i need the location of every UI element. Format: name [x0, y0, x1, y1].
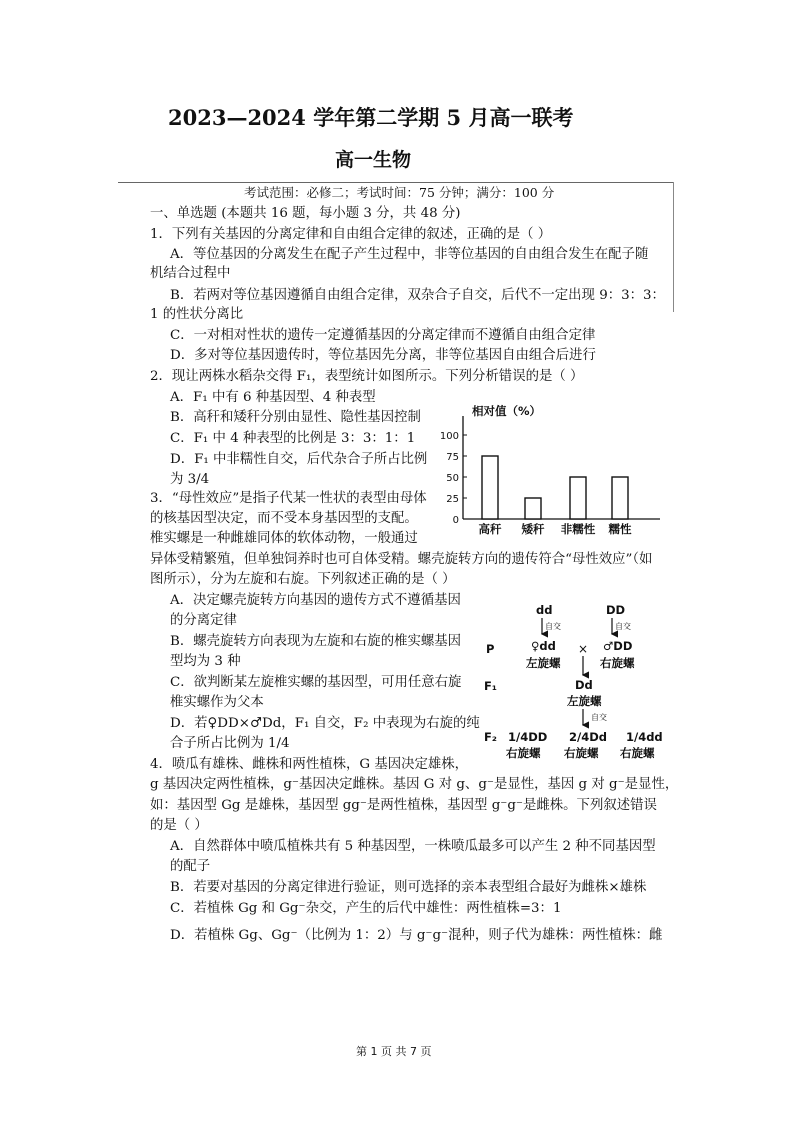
- exam-info: 考试范围：必修二；考试时间：75 分钟；满分：100 分: [244, 185, 555, 200]
- diag-label-f2: F₂: [484, 730, 497, 744]
- diag-f2-dd-het: 2/4Dd: [569, 730, 607, 744]
- q2-stem: 2．现让两株水稻杂交得 F₁，表型统计如图所示。下列分析错误的是（ ）: [150, 369, 584, 384]
- diag-selfing-1: 自交: [545, 622, 561, 631]
- chart-category-label: 糯性: [608, 522, 632, 536]
- q2-option-a: A．F₁ 中有 6 种基因型、4 种表型: [170, 390, 376, 405]
- phenotype-bar-chart: [438, 398, 668, 540]
- q1-option-a-cont: 机结合过程中: [150, 266, 231, 281]
- q3-line2: 的核基因型决定，而不受本身基因型的支配。: [150, 511, 418, 526]
- q3-line4: 异体受精繁殖，但单独饲养时也可自体受精。螺壳旋转方向的遗传符合“母性效应”（如: [150, 552, 653, 567]
- q1-stem: 1．下列有关基因的分离定律和自由组合定律的叙述，正确的是（ ）: [150, 227, 552, 242]
- snail-cross-diagram: [476, 598, 676, 764]
- chart-category-label: 高秆: [478, 522, 502, 536]
- diag-f1-genotype: Dd: [575, 678, 593, 692]
- diag-selfing-3: 自交: [591, 713, 607, 722]
- diag-f2-pheno-2: 右旋螺: [564, 746, 599, 760]
- q4-option-c: C．若植株 Gg 和 Gg⁻杂交，产生的后代中雄性：两性植株=3：1: [170, 901, 562, 916]
- q3-option-d: D．若♀DD×♂Dd，F₁ 自交，F₂ 中表现为右旋的纯: [170, 716, 480, 731]
- q3-option-b-cont: 型均为 3 种: [170, 654, 241, 669]
- q3-line5: 图所示），分为左旋和右旋。下列叙述正确的是（ ）: [150, 572, 456, 587]
- q1-option-b-cont: 1 的性状分离比: [150, 307, 244, 322]
- diag-left-pheno: 左旋螺: [526, 656, 561, 670]
- q4-line2: g 基因决定两性植株，g⁻基因决定雌株。基因 G 对 g、g⁻是显性，基因 g 对 g⁻是显性，: [150, 777, 679, 792]
- q3-option-d-cont: 合子所占比例为 1/4: [170, 736, 290, 751]
- diag-f2-pheno-1: 右旋螺: [506, 746, 541, 760]
- chart-bar-1: [482, 456, 498, 519]
- chart-ylabel: 相对值（%）: [472, 404, 542, 418]
- chart-ytick-label: 25: [446, 494, 459, 505]
- diag-male-DD: ♂DD: [603, 639, 633, 653]
- q2-option-d: D．F₁ 中非糯性自交，后代杂合子所占比例: [170, 452, 428, 467]
- q4-option-a-cont: 的配子: [170, 859, 211, 874]
- margin-line: [673, 182, 674, 312]
- q2-option-d-cont: 为 3/4: [170, 472, 210, 487]
- page-number: 第 1 页 共 7 页: [356, 1045, 432, 1058]
- diag-f2-dd: 1/4DD: [508, 730, 548, 744]
- chart-category-label: 矮秆: [521, 522, 545, 536]
- diag-DD-parent: DD: [606, 603, 626, 617]
- q3-option-a: A．决定螺壳旋转方向基因的遗传方式不遵循基因: [170, 593, 461, 608]
- chart-ytick-label: 100: [439, 431, 459, 442]
- diag-label-f1: F₁: [484, 679, 497, 693]
- q3-line3: 椎实螺是一种雌雄同体的软体动物，一般通过: [150, 531, 418, 546]
- q1-option-c: C．一对相对性状的遗传一定遵循基因的分离定律而不遵循自由组合定律: [170, 328, 596, 343]
- diag-cross-symbol: ×: [578, 642, 589, 656]
- q2-option-c: C．F₁ 中 4 种表型的比例是 3：3：1：1: [170, 431, 416, 446]
- q4-line3: 如：基因型 Gg 是雄株，基因型 gg⁻是两性植株，基因型 g⁻g⁻是雌株。下列叙述错误: [150, 798, 657, 813]
- q4-line1: 4．喷瓜有雄株、雌株和两性植株，G 基因决定雄株，: [150, 757, 469, 772]
- diag-female-dd: ♀dd: [531, 639, 556, 653]
- q3-line1: 3．“母性效应”是指子代某一性状的表型由母体: [150, 491, 427, 506]
- diag-f2-dd-rec: 1/4dd: [626, 730, 663, 744]
- chart-category-label: 非糯性: [560, 522, 596, 536]
- chart-bar-4: [612, 477, 628, 519]
- q1-option-a: A．等位基因的分离发生在配子产生过程中，非等位基因的自由组合发生在配子随: [170, 247, 649, 262]
- exam-title: 2023—2024 学年第二学期 5 月高一联考: [168, 105, 574, 130]
- q4-option-d: D．若植株 Gg、Gg⁻（比例为 1：2）与 g⁻g⁻混种，则子代为雄株：两性植株：雌: [170, 928, 663, 943]
- q3-option-c: C．欲判断某左旋椎实螺的基因型，可用任意右旋: [170, 675, 462, 690]
- q3-option-c-cont: 椎实螺作为父本: [170, 695, 264, 710]
- diag-f2-pheno-3: 右旋螺: [620, 746, 655, 760]
- q4-line4: 的是（ ）: [150, 818, 208, 833]
- section-heading: 一、单选题 (本题共 16 题，每小题 3 分，共 48 分): [150, 206, 461, 221]
- q1-option-d: D．多对等位基因遗传时，等位基因先分离，非等位基因自由组合后进行: [170, 348, 596, 363]
- diag-selfing-2: 自交: [615, 622, 631, 631]
- subject-title: 高一生物: [335, 149, 412, 171]
- diag-dd-parent: dd: [536, 603, 553, 617]
- chart-ytick-label: 75: [446, 452, 459, 463]
- q1-option-b: B．若两对等位基因遵循自由组合定律，双杂合子自交，后代不一定出现 9：3：3：: [170, 288, 665, 303]
- diag-right-pheno: 右旋螺: [600, 656, 635, 670]
- q3-option-a-cont: 的分离定律: [170, 613, 237, 628]
- q3-option-b: B．螺壳旋转方向表现为左旋和右旋的椎实螺基因: [170, 634, 462, 649]
- chart-ytick-label: 0: [452, 515, 459, 526]
- q2-option-b: B．高秆和矮秆分别由显性、隐性基因控制: [170, 410, 421, 425]
- diag-f1-phenotype: 左旋螺: [567, 694, 602, 708]
- chart-bar-3: [570, 477, 586, 519]
- diag-label-p: P: [486, 642, 495, 656]
- chart-bar-2: [525, 498, 541, 519]
- chart-ytick-label: 50: [446, 473, 459, 484]
- q4-option-a: A．自然群体中喷瓜植株共有 5 种基因型，一株喷瓜最多可以产生 2 种不同基因型: [170, 839, 656, 854]
- q4-option-b: B．若要对基因的分离定律进行验证，则可选择的亲本表型组合最好为雌株×雄株: [170, 880, 647, 895]
